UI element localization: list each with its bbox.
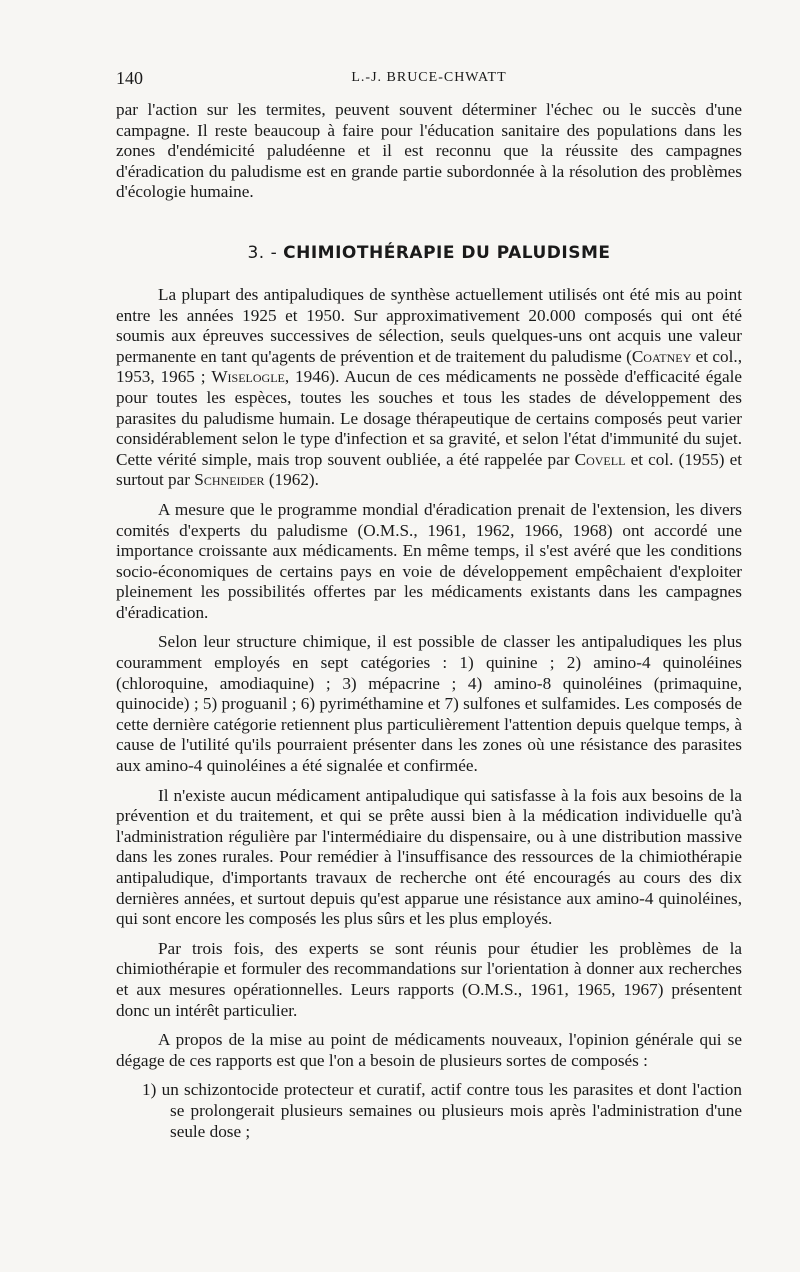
list-item-marker: 1) xyxy=(142,1080,162,1100)
paragraph-1-text-b: et col., 1953, 1965 ; xyxy=(116,346,742,387)
paragraph-5: Par trois fois, des experts se sont réunis pour étudier les problèmes de la chimiothérapie et formuler des recommandations sur l'orientation à donner aux recherches et aux mesures opérationnelles. Leurs rapports (O.M.S., 1961, 1965, 1967) présentent donc un intérêt particulier. xyxy=(116,938,742,1020)
section-title: CHIMIOTHÉRAPIE DU PALUDISME xyxy=(283,242,611,263)
section-number: 3. - xyxy=(247,242,284,263)
paragraph-1-text-c: , 1946). Aucun de ces médicaments ne possède d'efficacité égale pour toutes les espèces, toutes les souches et tous les stades de développement des parasites du paludisme humain. Le dosage thérapeutique de certains composés peut varier considérablement selon le type d'infection et sa gravité, et selon l'état d'immunité du sujet. Cette vérité simple, mais trop souvent oubliée, a été rappelée par xyxy=(116,367,742,469)
paragraph-6: A propos de la mise au point de médicaments nouveaux, l'opinion générale qui se dégage de ces rapports est que l'on a besoin de plusieurs sortes de composés : xyxy=(116,1030,742,1070)
list-item-text: un schizontocide protecteur et curatif, actif contre tous les parasites et dont l'action se prolongerait plusieurs semaines ou plusieurs mois après l'administration d'une seule dose ; xyxy=(161,1080,742,1141)
paragraph-1-text-d: et col. (1955) et surtout par xyxy=(116,449,742,490)
page-body xyxy=(116,100,742,1142)
paragraph-1-text-e: (1962). xyxy=(264,470,319,490)
paragraph-4: Il n'existe aucun médicament antipaludique qui satisfasse à la fois aux besoins de la prévention et du traitement, et qui se prête aussi bien à la médication individuelle qu'à l'administration régulière par l'intermédiaire du dispensaire, ou à une distribution massive dans les zones rurales. Pour remédier à l'insuffisance des ressources de la chimiothérapie antipaludique, d'importants travaux de recherche ont été encouragés au cours des dix dernières années, et surtout depuis qu'est apparue une résistance aux amino-4 quinoléines, qui sont encore les composés les plus sûrs et les plus employés. xyxy=(116,785,742,929)
paragraph-3: Selon leur structure chimique, il est possible de classer les antipaludiques les plus couramment employés en sept catégories : 1) quinine ; 2) amino-4 quinoléines (chloroquine, amodiaquine) ; 3) mépacrine ; 4) amino-8 quinoléines (primaquine, quinocide) ; 5) proguanil ; 6) pyriméthamine et 7) sulfones et sulfamides. Les composés de cette dernière catégorie retiennent plus particulièrement l'attention depuis quelque temps, à cause de l'utilité qu'ils pourraient présenter dans les zones où une résistance des parasites aux amino-4 quinoléines a été signalée et confirmée. xyxy=(116,632,742,776)
page-number: 140 xyxy=(116,68,143,88)
author-name: Wiselogle xyxy=(211,367,285,387)
author-name: Covell xyxy=(574,449,626,469)
section-heading xyxy=(116,243,742,263)
running-head: L.-J. BRUCE-CHWATT xyxy=(351,70,507,85)
paragraph-continued: par l'action sur les termites, peuvent souvent déterminer l'échec ou le succès d'une campagne. Il reste beaucoup à faire pour l'éducation sanitaire des populations dans les zones d'endémicité paludéenne et il est reconnu que la réussite des campagnes d'éradication du paludisme est en grande partie subordonnée à la résolution des problèmes d'écologie humaine. xyxy=(116,100,742,202)
paragraph-1 xyxy=(116,285,742,491)
list-item xyxy=(116,1080,742,1142)
paragraph-2: A mesure que le programme mondial d'éradication prenait de l'extension, les divers comités d'experts du paludisme (O.M.S., 1961, 1962, 1966, 1968) ont accordé une importance croissante aux médicaments. En même temps, il s'est avéré que les conditions socio-économiques de certains pays en voie de développement empêchaient d'exploiter pleinement les possibilités offertes par les médicaments existants dans les campagnes d'éradication. xyxy=(116,499,742,622)
author-name: Coatney xyxy=(631,346,692,366)
paragraph-1-text-a: La plupart des antipaludiques de synthèse actuellement utilisés ont été mis au point entre les années 1925 et 1950. Sur approximativement 20.000 composés qui ont été soumis aux épreuves successives de sélection, seuls quelques-uns ont acquis une valeur permanente en tant qu'agents de prévention et de traitement du paludisme ( xyxy=(116,284,742,366)
page-header xyxy=(116,68,742,92)
author-name: Schneider xyxy=(194,470,265,490)
